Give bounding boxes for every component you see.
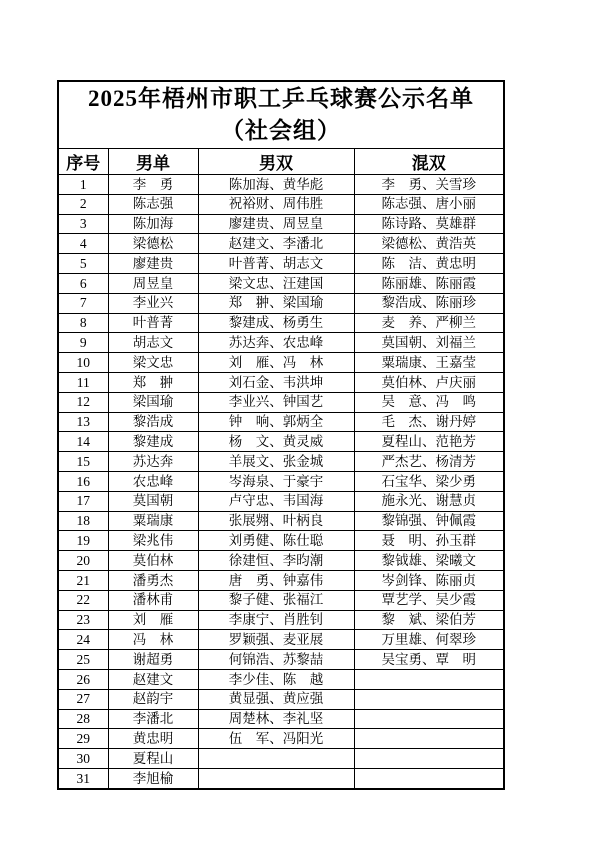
serial-cell: 7 — [58, 293, 108, 313]
mens-singles-cell: 黎浩成 — [108, 412, 198, 432]
table-row — [58, 669, 504, 689]
serial-cell: 8 — [58, 313, 108, 333]
mens-doubles-cell: 苏达奔、农忠峰 — [198, 333, 354, 353]
table-row — [58, 689, 504, 709]
mens-singles-cell: 黄忠明 — [108, 729, 198, 749]
table-row — [58, 768, 504, 788]
mens-singles-cell: 李业兴 — [108, 293, 198, 313]
mens-doubles-cell: 黎建成、杨勇生 — [198, 313, 354, 333]
mens-singles-cell: 赵建文 — [108, 669, 198, 689]
mens-doubles-cell: 梁文忠、汪建国 — [198, 273, 354, 293]
serial-cell: 30 — [58, 749, 108, 769]
mens-doubles-cell: 何锦浩、苏黎喆 — [198, 650, 354, 670]
table-row — [58, 570, 504, 590]
mens-doubles-cell: 郑 翀、梁国瑜 — [198, 293, 354, 313]
serial-cell: 15 — [58, 452, 108, 472]
mens-singles-cell: 胡志文 — [108, 333, 198, 353]
table-row — [58, 372, 504, 392]
mixed-doubles-cell: 吴 意、冯 鸣 — [354, 392, 504, 412]
table-row — [58, 729, 504, 749]
serial-cell: 17 — [58, 491, 108, 511]
mixed-doubles-cell: 覃艺学、吴少霞 — [354, 590, 504, 610]
table-row — [58, 412, 504, 432]
mixed-doubles-cell — [354, 768, 504, 788]
mens-singles-cell: 潘勇杰 — [108, 570, 198, 590]
mens-doubles-cell: 杨 文、黄灵威 — [198, 432, 354, 452]
mixed-doubles-cell — [354, 669, 504, 689]
mens-singles-cell: 梁德松 — [108, 234, 198, 254]
mixed-doubles-cell — [354, 749, 504, 769]
mixed-doubles-cell: 夏程山、范艳芳 — [354, 432, 504, 452]
mens-singles-cell: 莫国朝 — [108, 491, 198, 511]
serial-cell: 29 — [58, 729, 108, 749]
mens-singles-cell: 周昱皇 — [108, 273, 198, 293]
serial-cell: 22 — [58, 590, 108, 610]
mens-singles-cell: 廖建贵 — [108, 254, 198, 274]
serial-cell: 11 — [58, 372, 108, 392]
mens-doubles-cell: 黎子健、张福江 — [198, 590, 354, 610]
table-row — [58, 333, 504, 353]
mens-doubles-cell: 李少佳、陈 越 — [198, 669, 354, 689]
mens-doubles-cell: 廖建贵、周昱皇 — [198, 214, 354, 234]
mens-doubles-cell — [198, 749, 354, 769]
serial-cell: 2 — [58, 194, 108, 214]
mixed-doubles-cell: 李 勇、关雪珍 — [354, 175, 504, 195]
mens-doubles-cell: 伍 军、冯阳光 — [198, 729, 354, 749]
mixed-doubles-cell — [354, 729, 504, 749]
mixed-doubles-cell: 黎锦强、钟佩霞 — [354, 511, 504, 531]
mixed-doubles-cell: 麦 养、严柳兰 — [354, 313, 504, 333]
mens-doubles-cell: 岑海泉、于豪宇 — [198, 471, 354, 491]
mens-singles-cell: 陈加海 — [108, 214, 198, 234]
mixed-doubles-cell: 毛 杰、谢丹婷 — [354, 412, 504, 432]
mens-doubles-cell: 黄显强、黄应强 — [198, 689, 354, 709]
mixed-doubles-cell: 石宝华、梁少勇 — [354, 471, 504, 491]
mens-doubles-cell: 陈加海、黄华彪 — [198, 175, 354, 195]
mens-singles-cell: 农忠峰 — [108, 471, 198, 491]
mens-singles-cell: 潘林甫 — [108, 590, 198, 610]
table-row — [58, 531, 504, 551]
header-row — [58, 149, 504, 175]
mens-singles-cell: 李 勇 — [108, 175, 198, 195]
table-row — [58, 175, 504, 195]
mixed-doubles-cell: 陈志强、唐小丽 — [354, 194, 504, 214]
mixed-doubles-cell: 莫国朝、刘福兰 — [354, 333, 504, 353]
mens-doubles-cell: 钟 响、郭炳全 — [198, 412, 354, 432]
table-row — [58, 234, 504, 254]
mens-singles-cell: 谢超勇 — [108, 650, 198, 670]
table-row — [58, 273, 504, 293]
mens-singles-cell: 粟瑞康 — [108, 511, 198, 531]
mixed-doubles-cell: 梁德松、黄浩英 — [354, 234, 504, 254]
mixed-doubles-cell: 黎 斌、梁伯芳 — [354, 610, 504, 630]
table-row — [58, 471, 504, 491]
table-row — [58, 392, 504, 412]
mens-doubles-cell: 周楚林、李礼坚 — [198, 709, 354, 729]
mixed-doubles-cell: 粟瑞康、王嘉莹 — [354, 353, 504, 373]
mens-doubles-cell: 祝裕财、周伟胜 — [198, 194, 354, 214]
mens-doubles-cell: 刘勇健、陈仕聪 — [198, 531, 354, 551]
mens-doubles-cell: 李康宁、肖胜钊 — [198, 610, 354, 630]
mens-singles-cell: 梁兆伟 — [108, 531, 198, 551]
mens-singles-cell: 夏程山 — [108, 749, 198, 769]
serial-cell: 10 — [58, 353, 108, 373]
serial-cell: 4 — [58, 234, 108, 254]
table-row — [58, 491, 504, 511]
serial-cell: 16 — [58, 471, 108, 491]
serial-cell: 20 — [58, 551, 108, 571]
serial-cell: 13 — [58, 412, 108, 432]
serial-cell: 28 — [58, 709, 108, 729]
table-row — [58, 511, 504, 531]
mixed-doubles-cell — [354, 689, 504, 709]
serial-cell: 19 — [58, 531, 108, 551]
mens-singles-cell: 苏达奔 — [108, 452, 198, 472]
mixed-doubles-cell: 陈 洁、黄忠明 — [354, 254, 504, 274]
mens-singles-cell: 李潘北 — [108, 709, 198, 729]
serial-cell: 12 — [58, 392, 108, 412]
mens-doubles-cell: 李业兴、钟国艺 — [198, 392, 354, 412]
table-row — [58, 313, 504, 333]
mixed-doubles-cell: 聂 明、孙玉群 — [354, 531, 504, 551]
mens-doubles-cell: 徐建恒、李昀潮 — [198, 551, 354, 571]
serial-cell: 27 — [58, 689, 108, 709]
mens-singles-cell: 莫伯林 — [108, 551, 198, 571]
mens-singles-cell: 梁国瑜 — [108, 392, 198, 412]
table-row — [58, 650, 504, 670]
mixed-doubles-cell: 陈诗路、莫雄群 — [354, 214, 504, 234]
mens-singles-cell: 黎建成 — [108, 432, 198, 452]
page-title-line1: 2025年梧州市职工乒乓球赛公示名单 — [88, 85, 474, 111]
mens-singles-cell: 冯 林 — [108, 630, 198, 650]
serial-cell: 18 — [58, 511, 108, 531]
table-row — [58, 709, 504, 729]
table-row — [58, 749, 504, 769]
header-mixed-doubles: 混双 — [354, 149, 504, 175]
mens-doubles-cell: 羊展文、张金城 — [198, 452, 354, 472]
mens-singles-cell: 梁文忠 — [108, 353, 198, 373]
mens-singles-cell: 李旭榆 — [108, 768, 198, 788]
mixed-doubles-cell: 陈丽雄、陈丽霞 — [354, 273, 504, 293]
title-row — [58, 81, 504, 149]
table-row — [58, 214, 504, 234]
mixed-doubles-cell: 严杰艺、杨清芳 — [354, 452, 504, 472]
table-row — [58, 254, 504, 274]
mixed-doubles-cell: 岑剑锋、陈丽贞 — [354, 570, 504, 590]
serial-cell: 14 — [58, 432, 108, 452]
mixed-doubles-cell: 黎浩成、陈丽珍 — [354, 293, 504, 313]
table-row — [58, 551, 504, 571]
mens-doubles-cell: 罗颖强、麦亚展 — [198, 630, 354, 650]
mens-doubles-cell: 唐 勇、钟嘉伟 — [198, 570, 354, 590]
table-row — [58, 630, 504, 650]
table-row — [58, 432, 504, 452]
mens-doubles-cell: 张展翙、叶柄良 — [198, 511, 354, 531]
header-mens-singles: 男单 — [108, 149, 198, 175]
serial-cell: 24 — [58, 630, 108, 650]
serial-cell: 3 — [58, 214, 108, 234]
table-row — [58, 590, 504, 610]
page-title — [58, 81, 504, 149]
mixed-doubles-cell: 施永光、谢慧贞 — [354, 491, 504, 511]
mens-doubles-cell: 赵建文、李潘北 — [198, 234, 354, 254]
serial-cell: 5 — [58, 254, 108, 274]
mixed-doubles-cell — [354, 709, 504, 729]
serial-cell: 31 — [58, 768, 108, 788]
header-mens-doubles: 男双 — [198, 149, 354, 175]
mens-singles-cell: 陈志强 — [108, 194, 198, 214]
serial-cell: 21 — [58, 570, 108, 590]
mens-doubles-cell: 卢守忠、韦国海 — [198, 491, 354, 511]
mens-singles-cell: 赵韵宇 — [108, 689, 198, 709]
mens-singles-cell: 叶普菁 — [108, 313, 198, 333]
table-row — [58, 293, 504, 313]
table-row — [58, 194, 504, 214]
table-row — [58, 353, 504, 373]
serial-cell: 26 — [58, 669, 108, 689]
mixed-doubles-cell: 万里雄、何翠珍 — [354, 630, 504, 650]
serial-cell: 25 — [58, 650, 108, 670]
mixed-doubles-cell: 吴宝勇、覃 明 — [354, 650, 504, 670]
mens-singles-cell: 郑 翀 — [108, 372, 198, 392]
table-row — [58, 452, 504, 472]
roster-table — [57, 80, 505, 790]
mens-singles-cell: 刘 雁 — [108, 610, 198, 630]
mixed-doubles-cell: 黎钺雄、梁曦文 — [354, 551, 504, 571]
header-serial: 序号 — [58, 149, 108, 175]
serial-cell: 9 — [58, 333, 108, 353]
serial-cell: 6 — [58, 273, 108, 293]
mens-doubles-cell: 刘石金、韦洪坤 — [198, 372, 354, 392]
mens-doubles-cell: 刘 雁、冯 林 — [198, 353, 354, 373]
page-title-line2: （社会组） — [221, 118, 341, 143]
table-row — [58, 610, 504, 630]
mens-doubles-cell — [198, 768, 354, 788]
roster-table-body — [58, 175, 504, 789]
mixed-doubles-cell: 莫伯林、卢庆丽 — [354, 372, 504, 392]
mens-doubles-cell: 叶普菁、胡志文 — [198, 254, 354, 274]
serial-cell: 1 — [58, 175, 108, 195]
serial-cell: 23 — [58, 610, 108, 630]
